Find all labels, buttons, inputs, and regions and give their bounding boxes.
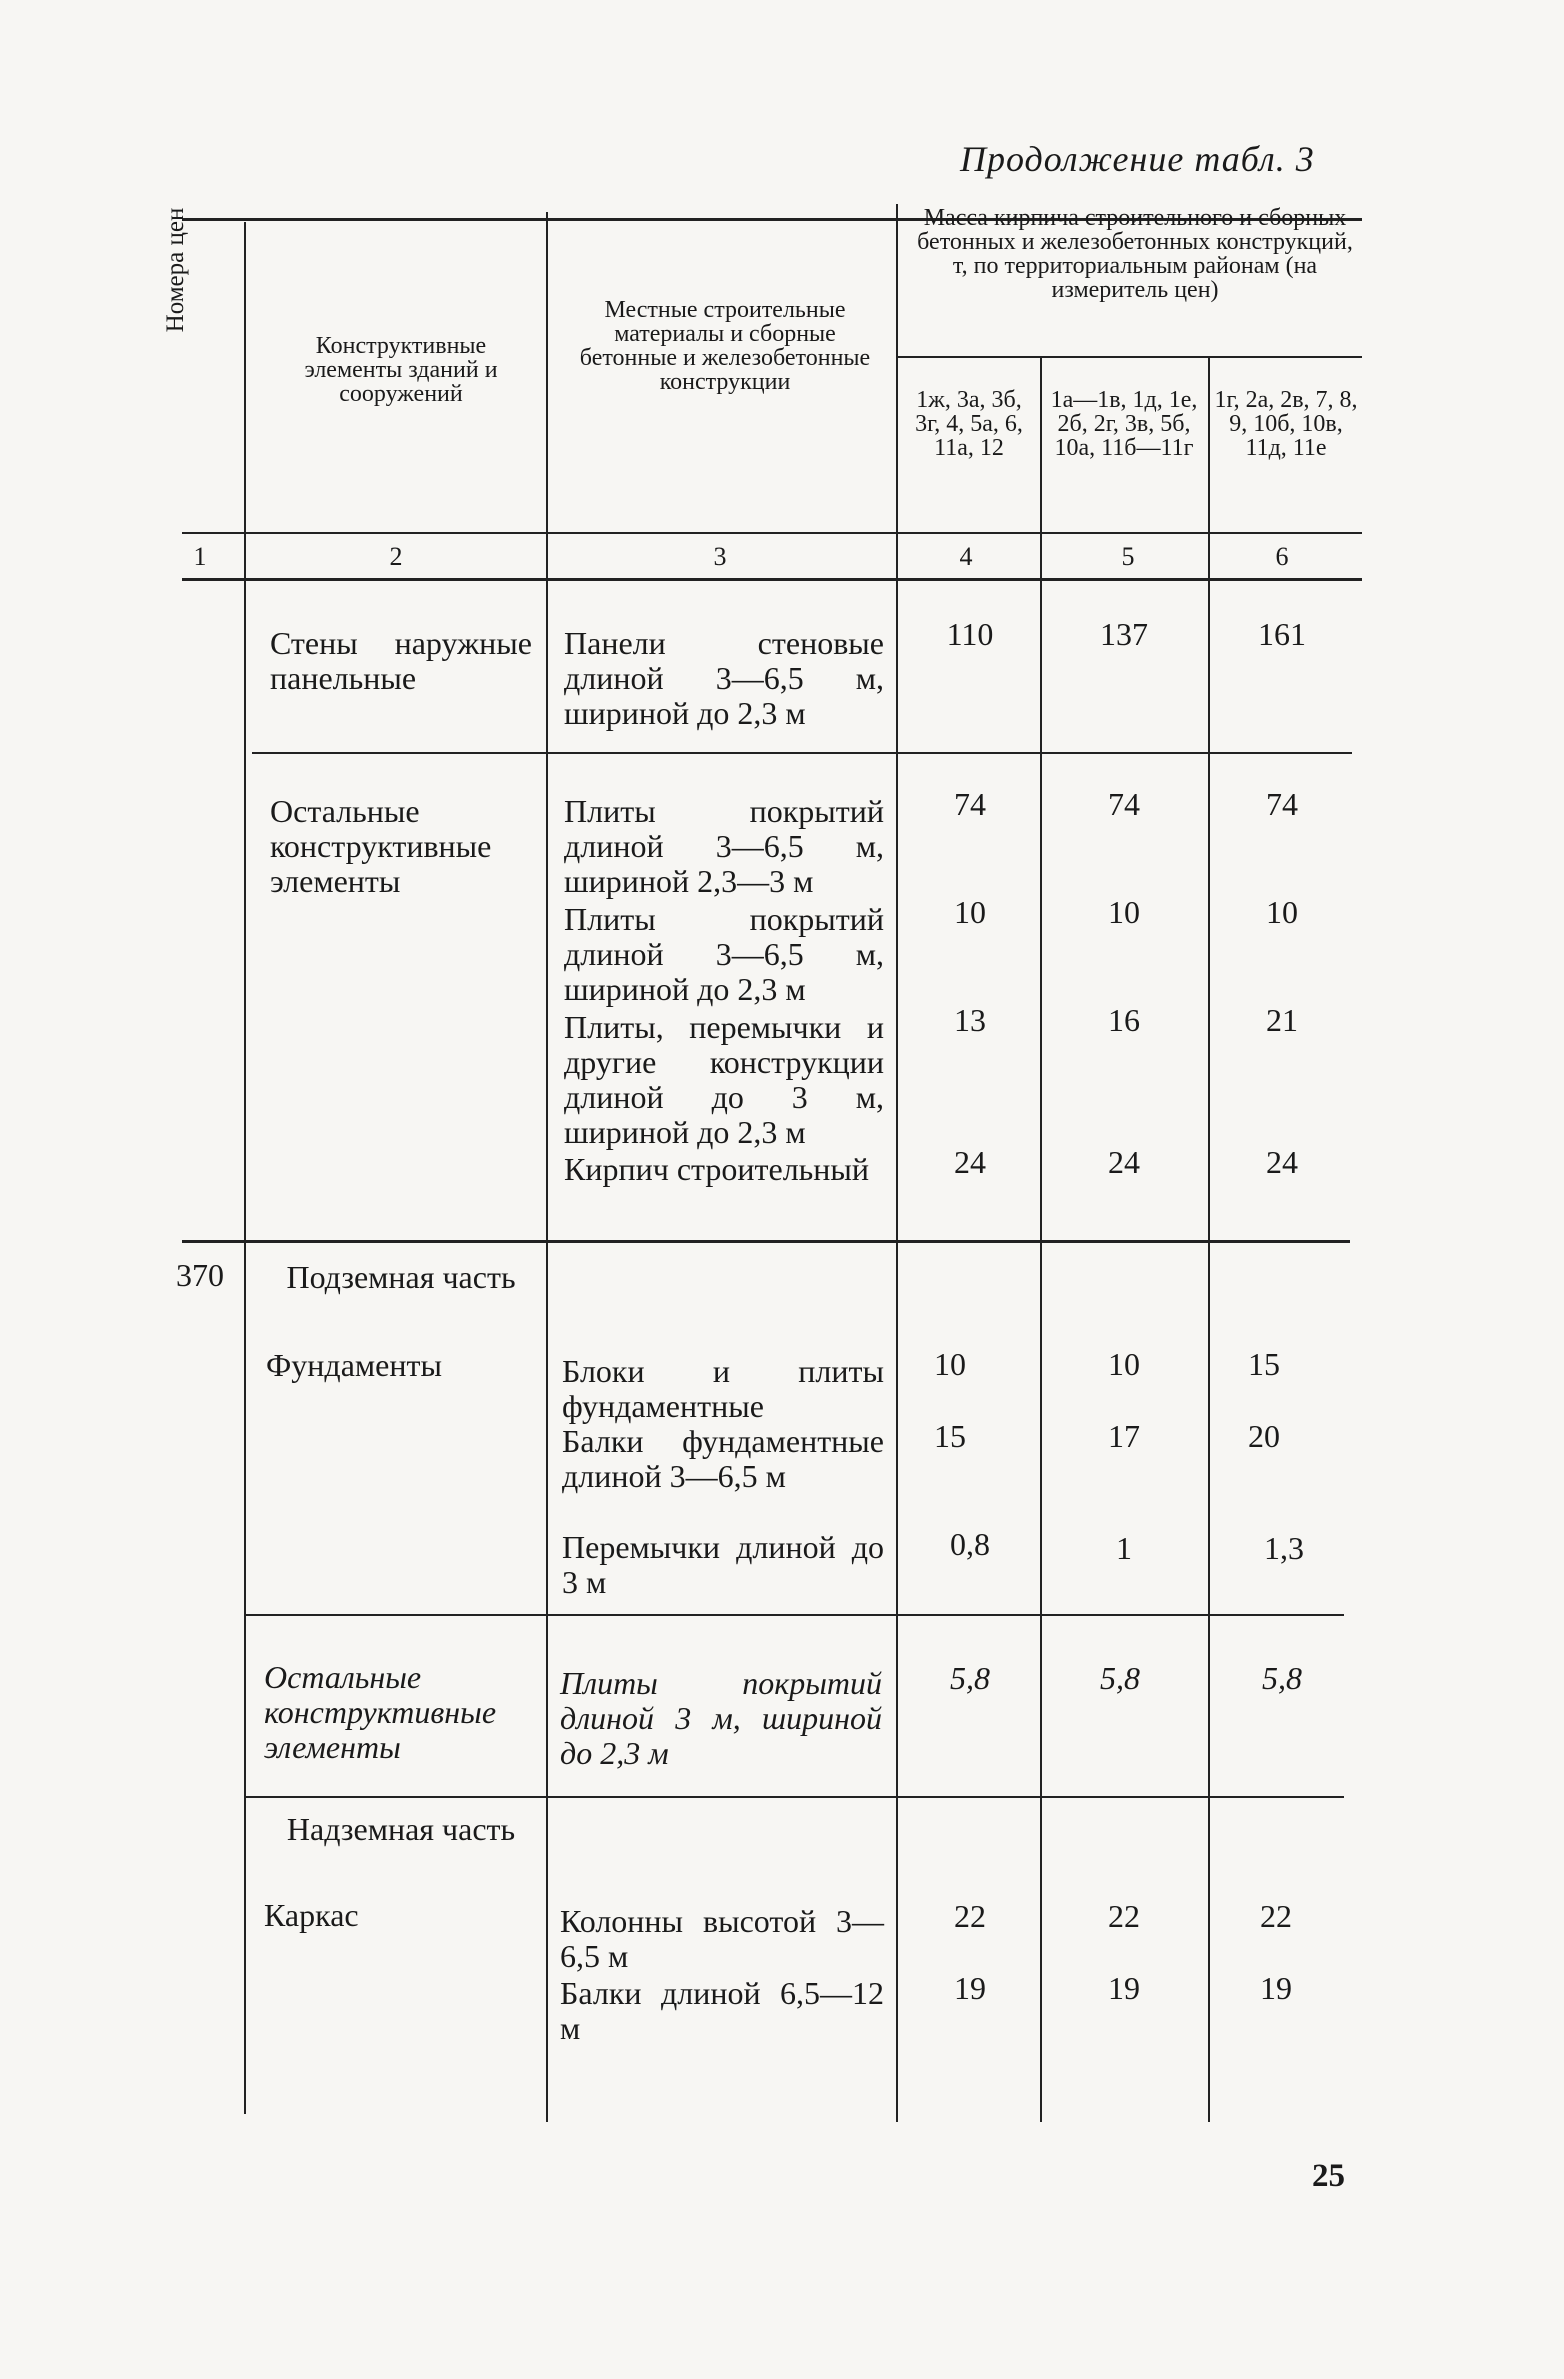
header-local-materials: Местные строительные материалы и сборные бетонные и железобетонные конструкции <box>579 297 871 395</box>
value-c6: 20 <box>1248 1418 1280 1454</box>
value-c6: 15 <box>1248 1346 1280 1382</box>
value-c6: 21 <box>1266 1002 1298 1038</box>
value-c5: 137 <box>1100 616 1148 652</box>
material-lintels: Перемычки длиной до 3 м <box>562 1529 884 1600</box>
row-rule-2 <box>182 1240 1350 1243</box>
material-roof-slabs: Плиты покрытий длиной 3 м, шириной до 2,3 м <box>560 1665 882 1771</box>
value-c4: 10 <box>934 1346 966 1382</box>
material-brick: Кирпич строительный <box>564 1151 870 1187</box>
value-c4: 19 <box>954 1970 986 2006</box>
material-foundation-beams: Балки фундаментные длиной 3—6,5 м <box>562 1423 884 1494</box>
value-c4: 22 <box>954 1898 986 1934</box>
value-c6: 1,3 <box>1264 1530 1304 1566</box>
group-underground: Подземная часть <box>286 1259 516 1295</box>
col-line-4 <box>1040 358 1042 2122</box>
value-c6: 74 <box>1266 786 1298 822</box>
value-c5: 10 <box>1108 894 1140 930</box>
row-rule-4 <box>244 1796 1344 1798</box>
col-number-6: 6 <box>1275 542 1289 571</box>
element-other-underground: Остальные конструктивные элементы <box>264 1659 497 1765</box>
value-c6: 10 <box>1266 894 1298 930</box>
value-c4: 5,8 <box>950 1660 990 1696</box>
row-rule-3 <box>244 1614 1344 1616</box>
material-slabs-narrow: Плиты покрытий длиной 3—6,5 м, шириной до 2,3 м <box>564 901 884 1007</box>
col-line-2 <box>546 212 548 2122</box>
element-foundations: Фундаменты <box>266 1347 442 1383</box>
value-c4: 10 <box>954 894 986 930</box>
element-other-structures: Остальные конструктивные элементы <box>270 793 492 899</box>
material-beams: Балки длиной 6,5—12 м <box>560 1975 884 2046</box>
element-exterior-walls: Стены наружные панельные <box>270 625 532 696</box>
group-aboveground: Надземная часть <box>286 1811 516 1847</box>
element-frame: Каркас <box>264 1897 359 1933</box>
value-c5: 1 <box>1116 1530 1132 1566</box>
value-c6: 5,8 <box>1262 1660 1302 1696</box>
col-number-5: 5 <box>1121 542 1135 571</box>
value-c5: 24 <box>1108 1144 1140 1180</box>
table-caption: Продолжение табл. 3 <box>960 139 1315 179</box>
page-number: 25 <box>1312 2158 1345 2194</box>
group-header-rule <box>898 356 1362 358</box>
material-wall-panels: Панели стеновые длиной 3—6,5 м, шириной до 2,3 м <box>564 625 884 731</box>
col-number-4: 4 <box>959 542 973 571</box>
col-number-1: 1 <box>193 542 207 571</box>
material-columns: Колонны высотой 3—6,5 м <box>560 1903 884 1974</box>
value-c4: 0,8 <box>950 1526 990 1562</box>
col-number-2: 2 <box>389 542 403 571</box>
value-c4: 13 <box>954 1002 986 1038</box>
header-region-group-1: 1ж, 3а, 3б, 3г, 4, 5а, 6, 11а, 12 <box>915 387 1023 461</box>
value-c6: 24 <box>1266 1144 1298 1180</box>
col-number-rule <box>182 578 1362 581</box>
value-c4: 15 <box>934 1418 966 1454</box>
header-region-group-2: 1а—1в, 1д, 1е, 2б, 2г, 3в, 5б, 10а, 11б—11г <box>1050 387 1198 461</box>
material-foundation-blocks: Блоки и плиты фундаментные <box>562 1353 884 1424</box>
header-structural-elements: Конструктивные элементы зданий и сооружений <box>304 333 498 407</box>
value-c5: 10 <box>1108 1346 1140 1382</box>
value-c4: 24 <box>954 1144 986 1180</box>
value-c6: 19 <box>1260 1970 1292 2006</box>
value-c4: 110 <box>946 616 994 652</box>
col-number-3: 3 <box>713 542 727 571</box>
value-c6: 161 <box>1258 616 1306 652</box>
value-c5: 19 <box>1108 1970 1140 2006</box>
header-price-numbers: Номера цен <box>162 207 189 333</box>
col-line-1 <box>244 222 246 2114</box>
material-slabs-wide: Плиты покрытий длиной 3—6,5 м, шириной 2,3—3 м <box>564 793 884 899</box>
row-rule-1 <box>252 752 1352 754</box>
value-c6: 22 <box>1260 1898 1292 1934</box>
value-c5: 22 <box>1108 1898 1140 1934</box>
value-c5: 17 <box>1108 1418 1140 1454</box>
header-brick-mass: Масса кирпича строительного и сборных бетонных и железобетонных конструкций, т, по территориальным районам (на измеритель цен) <box>917 205 1353 303</box>
header-region-group-3: 1г, 2а, 2в, 7, 8, 9, 10б, 10в, 11д, 11е <box>1214 387 1358 461</box>
value-c4: 74 <box>954 786 986 822</box>
value-c5: 74 <box>1108 786 1140 822</box>
col-line-3 <box>896 204 898 2122</box>
value-c5: 16 <box>1108 1002 1140 1038</box>
value-c5: 5,8 <box>1100 1660 1140 1696</box>
header-bottom-rule <box>182 532 1362 534</box>
material-slabs-lintels: Плиты, перемычки и другие конструкции длиной до 3 м, шириной до 2,3 м <box>564 1009 884 1150</box>
col-line-5 <box>1208 358 1210 2122</box>
price-number: 370 <box>176 1257 224 1293</box>
